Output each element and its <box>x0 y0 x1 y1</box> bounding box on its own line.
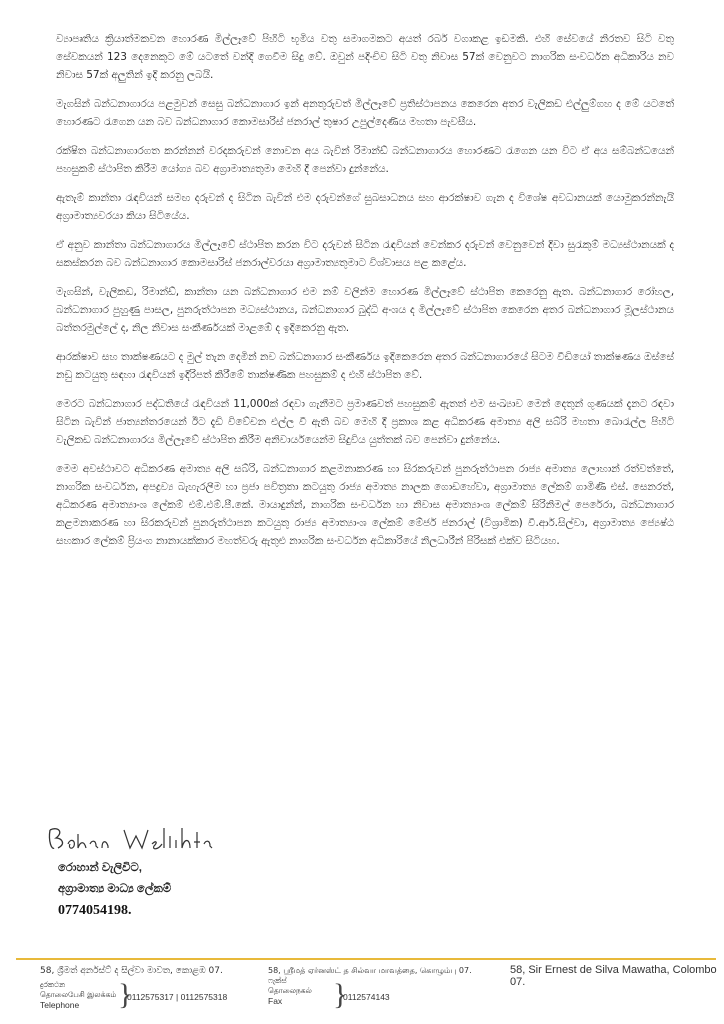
paragraph-5: ඒ අනුව කාන්තා බන්ධනාගාරය මිල්ලෑවේ ස්ථාපිත කරන විට දරුවන් සිටින රැඳවියන් වෙන්කර දරුවන් වෙනුවෙන් දිවා සුරැකුම් මධ්‍යස්ථානයක් ද සකස්කරන බව බන්ධනාගාර කොමසාරිස් ජනරාල්වරයා අග්‍රාමාත්‍යතුමාට විශ්වාසය පළ කළේය. <box>56 239 674 269</box>
fax-number: 0112574143 <box>343 992 390 1002</box>
telephone-label-ta: தொலைபேசி இலக்கம் <box>40 990 117 999</box>
signatory-title: අග්‍රාමාත්‍ය මාධ්‍ය ලේකම් <box>58 883 172 895</box>
paragraph-8: මෙරට බන්ධනාගාර පද්ධතියේ රැඳවියන් 11,000ක් රඳවා ගැනීමට ප්‍රමාණවත් පහසුකම් ඇතත් එම සංඛ්‍යාව මෙන් දෙතුන් ගුණයක් දැනට රඳවා සිටින බැවින් ජාත්‍යන්තරයෙන් ඊට දැඩි විවේචන එල්ල වී ඇති බව මෙහි දී ප්‍රකාශ කළ අධිකරණ අමාත්‍ය අලි සබ්රි මහතා බොරැල්ල පිහිටි වැලිකඩ බන්ධනාගාරය මිල්ලෑවේ ස්ථාපිත කිරීම අනිවාර්යයෙන්ම සිදුවිය යුත්තක් බව පෙන්වා දුන්නේය. <box>56 398 674 446</box>
fax-label-ta: தொலைநகல் <box>268 986 312 995</box>
telephone-numbers: 0112575317 | 0112575318 <box>127 992 228 1002</box>
signatory-phone: 0774054198. <box>58 903 132 918</box>
paragraph-6: මැගසින්, වැලිකඩ, රිමාන්ඩ්, කාන්තා යන බන්ධනාගාර එම නම් වලින්ම හොරණ මිල්ලෑවේ ස්ථාපිත කෙරෙනු ඇත. බන්ධනාගාර රෝහල, බන්ධනාගාර පුහුණු පාසල, පුනරුත්ථාපන මධ්‍යස්ථානය, බන්ධනාගාර බුද්ධි අංශය ද මිල්ලෑවේ ස්ථාපිත කෙරෙන අතර බන්ධනාගාර මූලස්ථානය බත්තරමුල්ලේ ද, නිල නිවාස සංකීර්ණයක් මාළඹේ ද ඉදිකෙරනු ඇත. <box>56 286 674 334</box>
paragraph-7: ආරක්ෂාව සහ තාක්ෂණයට ද මුල් තැන දෙමින් නව බන්ධනාගාර සංකීර්ණය ඉදිකෙරෙන අතර බන්ධනාගාරයේ සිටම වීඩියෝ තාක්ෂණය ඔස්සේ නඩු කටයුතු සඳහා රැඳවියන් ඉදිරිපත් කිරීමේ තාක්ෂණික පහසුකම් ද එහි ස්ථාපිත වේ. <box>56 351 674 381</box>
address-sinhala: 58, ශ්‍රීමත් අර්නස්ට් ද සිල්වා මාවත, කොළඹ 07. <box>40 966 223 976</box>
fax-brace: } <box>333 978 348 1011</box>
address-tamil: 58, ஸ்ரீமத் ஏர்னஸ்ட் த சில்வா மாவத்தை, கொழும்பு 07. <box>268 966 472 975</box>
paragraph-9: මෙම අවස්ථාවට අධිකරණ අමාත්‍ය අලි සබ්රි, බන්ධනාගාර කළමනාකරණ හා සිරකරුවන් පුනරුත්ථාපන රාජ්‍ය අමාත්‍ය ලොහාන් රත්වත්තේ, නාගරික සංවර්ධන, අපද්‍රව්‍ය බැහැරලීම හා ප්‍රජා පවිත්‍රතා කටයුතු රාජ්‍ය අමාත්‍ය නාලක ගොඩහේවා, අග්‍රාමාත්‍ය ලේකම් ගාමිණී එස්. සෙනරත්, අධිකරණ අමාත්‍යාංශ ලේකම් එම්.එම්.පී.කේ. මායාදුන්න්, නාගරික සංවර්ධන හා නිවාස අමාත්‍යාංශ ලේකම් සිරිනිමල් පෙරේරා, බන්ධනාගාර කළමනාකරණ හා සිරකරුවන් පුනරුත්ථාපන කටයුතු රාජ්‍ය අමාත්‍යාංශ ලේකම් මේජර් ජනරාල් (විශ්‍රාමික) වී.ආර්.සිල්වා, අග්‍රාමාත්‍ය ජ්‍යෙෂ්ඨ සහකාර ලේකම් ප්‍රියංග නානායක්කාර මහත්වරු ඇතුළු නාගරික සංවර්ධන අධිකාරියේ නිලධාරීන් පිරිසක් එක්ව සිටියහ. <box>56 463 674 547</box>
signature-block <box>58 858 171 922</box>
paragraph-2: මැගසින් බන්ධනාගාරය පළමුවන් සෙසු බන්ධනාගාර ඉන් අනතුරුවත් මිල්ලෑවේ ප්‍රතිස්ථාපනය කෙරෙන අතර වැලිකඩ එල්ලුම්ගහ ද මේ යටතේ හොරණට රැගෙන යන බව බන්ධනාගාර කොමසාරිස් ජනරාල් තුෂාර උපුල්දෙණිය මහතා පැවසීය. <box>56 98 674 128</box>
fax-label-en: Fax <box>268 996 283 1006</box>
fax-label-si: ෆැක්ස් <box>268 976 287 985</box>
telephone-brace: } <box>118 978 133 1011</box>
telephone-label-si: දුරකථන <box>40 980 66 989</box>
paragraph-3: රක්ෂිත බන්ධනාගාරගත කරන්නන් වරදකරුවන් නොවන අය බැවින් රිමාන්ඩ් බන්ධනාගාරය හොරණට රැගෙන යන විට ඒ අය සම්බන්ධයෙන් පහසුකම් ස්ථාපිත කිරීම යෝග්‍ය බව අග්‍රාමාත්‍යතුමා මෙහි දී පෙන්වා දුන්නේය. <box>56 145 674 175</box>
footer <box>0 962 724 1024</box>
telephone-label-en: Telephone <box>40 1000 80 1010</box>
fax-labels <box>268 976 312 1006</box>
paragraph-4: ඇතැම් කාන්තා රැඳවියන් සමඟ දරුවන් ද සිටින බැවින් එම දරුවන්ගේ සුබසාධනය සහ ආරක්ෂාව ගැන ද විශේෂ අවධානයක් යොමුකරන්නැයි අග්‍රාමාත්‍යවරයා කියා සිටියේය. <box>56 192 674 222</box>
telephone-labels <box>40 980 116 1010</box>
body-text <box>56 30 674 561</box>
address-english: 58, Sir Ernest de Silva Mawatha, Colombo 07. <box>510 964 717 988</box>
paragraph-1: ව්‍යාපෘතිය ක්‍රියාත්මකවන හොරණ මිල්ලෑවේ පිහිටි භූමිය වතු සමාගමකට අයත් රබර් වගාකළ ඉඩමකි. එහි සේවයේ නිරතව සිටි වතු සේවකයන් 123 දෙනෙකුට මේ යටතේ වන්දි ගෙවීම සිදු වේ. ඔවුන් පදිංචිව සිටි වතු නිවාස 57ක් වෙනුවට නාගරික සංවර්ධන අධිකාරිය නව නිවාස 57ක් අලුතින් ඉදි කරනු ලබයි. <box>56 33 674 81</box>
handwritten-signature <box>44 822 214 856</box>
footer-divider <box>16 958 716 960</box>
signatory-name: රොහාන් වැලිවිට, <box>58 862 142 874</box>
